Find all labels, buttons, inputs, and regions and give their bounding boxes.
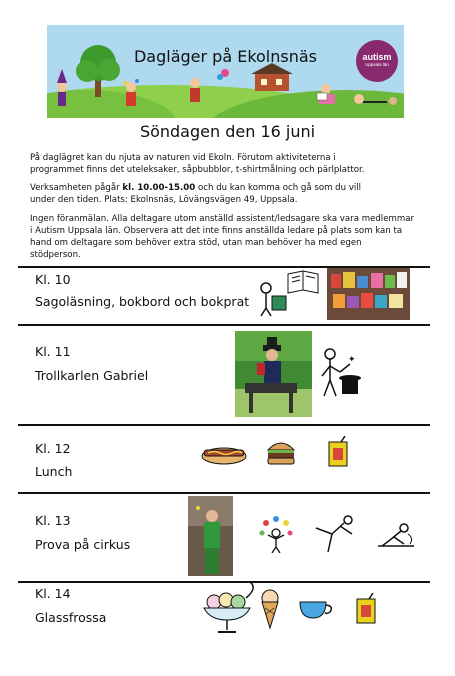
magician-photo	[235, 331, 312, 417]
intro-p1-line1: På daglägret kan du njuta av naturen vid Ekoln. Förutom aktiviteterna i	[30, 153, 336, 163]
intro-paragraph-2	[30, 182, 425, 206]
schedule-activity: Glassfrossa	[35, 610, 107, 625]
juggling-icon	[258, 515, 294, 553]
svg-text:✦: ✦	[348, 355, 356, 365]
schedule-time: Kl. 13	[35, 513, 71, 528]
intro-p2-line2: under den tiden. Plats: Ekolnsnäs, Lövängsvägen 49, Uppsala.	[30, 195, 298, 205]
schedule-activity: Lunch	[35, 464, 73, 479]
intro-p3-line4: stödperson.	[30, 250, 81, 260]
schedule-activity: Prova på cirkus	[35, 537, 131, 552]
opening-hours: kl. 10.00-15.00	[122, 183, 196, 193]
intro-p3-line2: i Autism Uppsala län. Observera att det inte finns anställda ledare på plats som kan ta	[30, 226, 403, 236]
divider	[18, 492, 430, 494]
brand-name: autism	[362, 52, 392, 62]
schedule-time: Kl. 14	[35, 586, 71, 601]
banner-title: Dagläger på Ekolnsnäs	[133, 47, 318, 66]
schedule-time: Kl. 10	[35, 272, 71, 287]
book-table-photo	[327, 268, 410, 320]
intro-p1-line2: programmet finns det uteleksaker, såpbubblor, t-shirtmålning och pärlplattor.	[30, 165, 365, 175]
divider	[18, 424, 430, 426]
divider	[18, 324, 430, 326]
intro-p3-line3: hand om deltagare som behöver extra stöd, utan man behöver ha med egen	[30, 238, 362, 248]
schedule-time: Kl. 12	[35, 441, 71, 456]
schedule-activity: Trollkarlen Gabriel	[35, 368, 149, 383]
hamburger-icon	[266, 438, 296, 466]
cup-icon	[298, 598, 336, 622]
banner-illustration	[47, 25, 404, 118]
intro-p3-line1: Ingen föranmälan. Alla deltagare utom anställd assistent/ledsagare ska vara medlemmar	[30, 214, 415, 224]
magician-icon	[318, 346, 364, 402]
juice-box-icon	[327, 436, 349, 468]
intro-p2-pre: Verksamheten pågår	[30, 183, 123, 193]
acrobat-icon	[314, 514, 356, 554]
intro-p2-post: och du kan komma och gå som du vill	[195, 183, 362, 193]
brand-subtitle: Uppsala län	[365, 62, 389, 67]
ice-cream-cone-icon	[258, 588, 282, 630]
schedule-activity: Sagoläsning, bokbord och bokprat	[35, 294, 250, 309]
balancing-icon	[374, 520, 416, 550]
intro-p2-line1	[30, 182, 425, 194]
juice-box-icon	[355, 593, 377, 625]
intro-paragraph-3	[30, 213, 425, 261]
hotdog-icon	[200, 440, 248, 468]
schedule-time: Kl. 11	[35, 344, 71, 359]
header-banner	[47, 25, 404, 118]
intro-paragraph-1	[30, 152, 425, 176]
circus-photo	[188, 496, 233, 576]
brand-logo	[356, 40, 398, 82]
ice-cream-sundae-icon	[200, 580, 262, 636]
page-title: Söndagen den 16 juni	[139, 122, 316, 141]
book-reading-icon	[258, 268, 322, 318]
